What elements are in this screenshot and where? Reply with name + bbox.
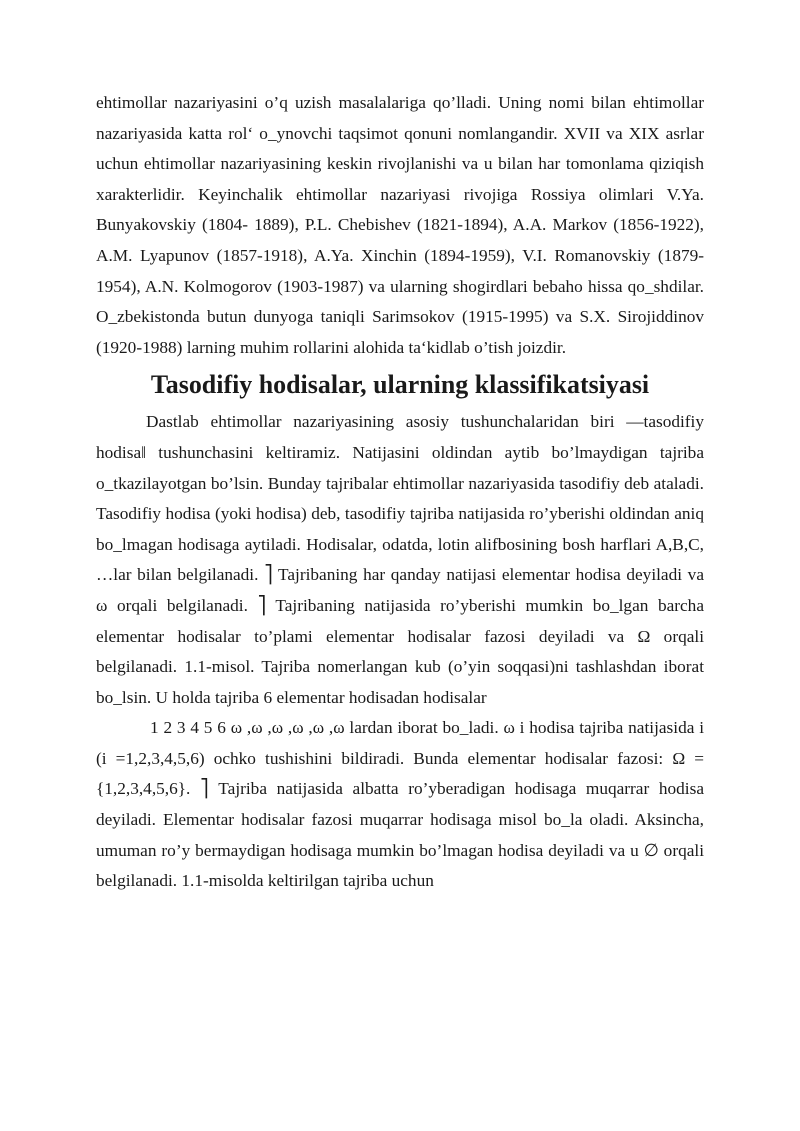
- paragraph-example: 1 2 3 4 5 6 ω ,ω ,ω ,ω ,ω ,ω lardan iborat bo_ladi. ω i hodisa tajriba natijasida i (i =1,2,3,4,5,6) ochko tushishini bildiradi. Bunda elementar hodisalar fazosi: Ω = {1,2,3,4,5,6}. ⎤ Tajriba natijasida albatta ro’yberadigan hodisaga muqarrar hodisa deyiladi. Elementar hodisalar fazosi muqarrar hodisaga misol bo_la oladi. Aksincha, umuman ro’y bermaydigan hodisaga mumkin bo’lmagan hodisa deyiladi va u ∅ orqali belgilanadi. 1.1-misolda keltirilgan tajriba uchun: [96, 718, 704, 891]
- section-heading: Tasodifiy hodisalar, ularning klassifikatsiyasi: [150, 370, 650, 400]
- document-page: [96, 88, 704, 897]
- paragraph-definitions: Dastlab ehtimollar nazariyasining asosiy tushunchalaridan biri ―tasodifiy hodisa‖ tushunchasini keltiramiz. Natijasini oldindan aytib bo’lmaydigan tajriba o_tkazilayotgan bo’lsin. Bunday tajribalar ehtimollar nazariyasida tasodifiy deb ataladi. Tasodifiy hodisa (yoki hodisa) deb, tasodifiy tajriba natijasida ro’yberishi oldindan aniq bo_lmagan hodisaga aytiladi. Hodisalar, odatda, lotin alifbosining bosh harflari A,B,C, …lar bilan belgilanadi. ⎤ Tajribaning har qanday natijasi elementar hodisa deyiladi va ω orqali belgilanadi. ⎤ Tajribaning natijasida ro’yberishi mumkin bo_lgan barcha elementar hodisalar to’plami elementar hodisalar fazosi deyiladi va Ω orqali belgilanadi. 1.1-misol. Tajriba nomerlangan kub (o’yin soqqasi)ni tashlashdan iborat bo_lsin. U holda tajriba 6 elementar hodisadan hodisalar: [96, 412, 704, 707]
- paragraph-history: ehtimollar nazariyasini o’q uzish masalalariga qo’lladi. Uning nomi bilan ehtimollar nazariyasida katta rol‘ o_ynovchi taqsimot qonuni nomlangandir. XVII va XIX asrlar uchun ehtimollar nazariyasining keskin rivojlanishi va u bilan har tomonlama qiziqish xarakterlidir. Keyinchalik ehtimollar nazariyasi rivojiga Rossiya olimlari V.Ya. Bunyakovskiy (1804- 1889), P.L. Chebishev (1821-1894), A.A. Markov (1856-1922), A.M. Lyapunov (1857-1918), A.Ya. Xinchin (1894-1959), V.I. Romanovskiy (1879-1954), A.N. Kolmogorov (1903-1987) va ularning shogirdlari bebaho hissa qo_shdilar. O_zbekistonda butun dunyoga taniqli Sarimsokov (1915-1995) va S.X. Sirojiddinov (1920-1988) larning muhim rollarini alohida ta‘kidlab o’tish joizdir.: [96, 93, 704, 357]
